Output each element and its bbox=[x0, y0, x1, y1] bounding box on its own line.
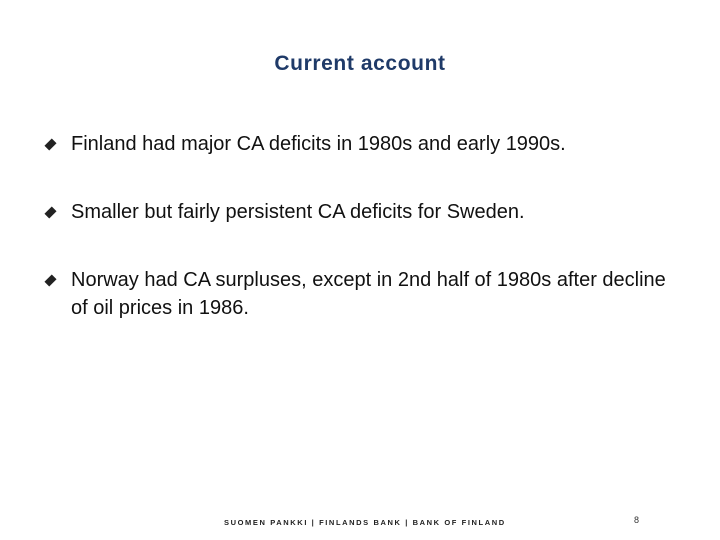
bullet-text: Finland had major CA deficits in 1980s and early 1990s. bbox=[71, 133, 566, 155]
footer-bank-name: SUOMEN PANKKI | FINLANDS BANK | BANK OF FINLAND bbox=[224, 518, 506, 527]
bullet-item-sweden bbox=[46, 198, 686, 226]
slide-title: Current account bbox=[274, 52, 446, 75]
bullet-item-norway bbox=[46, 266, 686, 322]
diamond-bullet-icon bbox=[44, 274, 56, 286]
bullet-item-finland bbox=[46, 130, 686, 158]
page-number: 8 bbox=[634, 515, 640, 525]
diamond-bullet-icon bbox=[44, 206, 56, 218]
bullet-text: Smaller but fairly persistent CA deficits for Sweden. bbox=[71, 201, 525, 223]
diamond-bullet-icon bbox=[44, 138, 56, 150]
bullet-list bbox=[46, 130, 686, 362]
bullet-text: Norway had CA surpluses, except in 2nd half of 1980s after decline of oil prices in 1986. bbox=[71, 269, 666, 319]
